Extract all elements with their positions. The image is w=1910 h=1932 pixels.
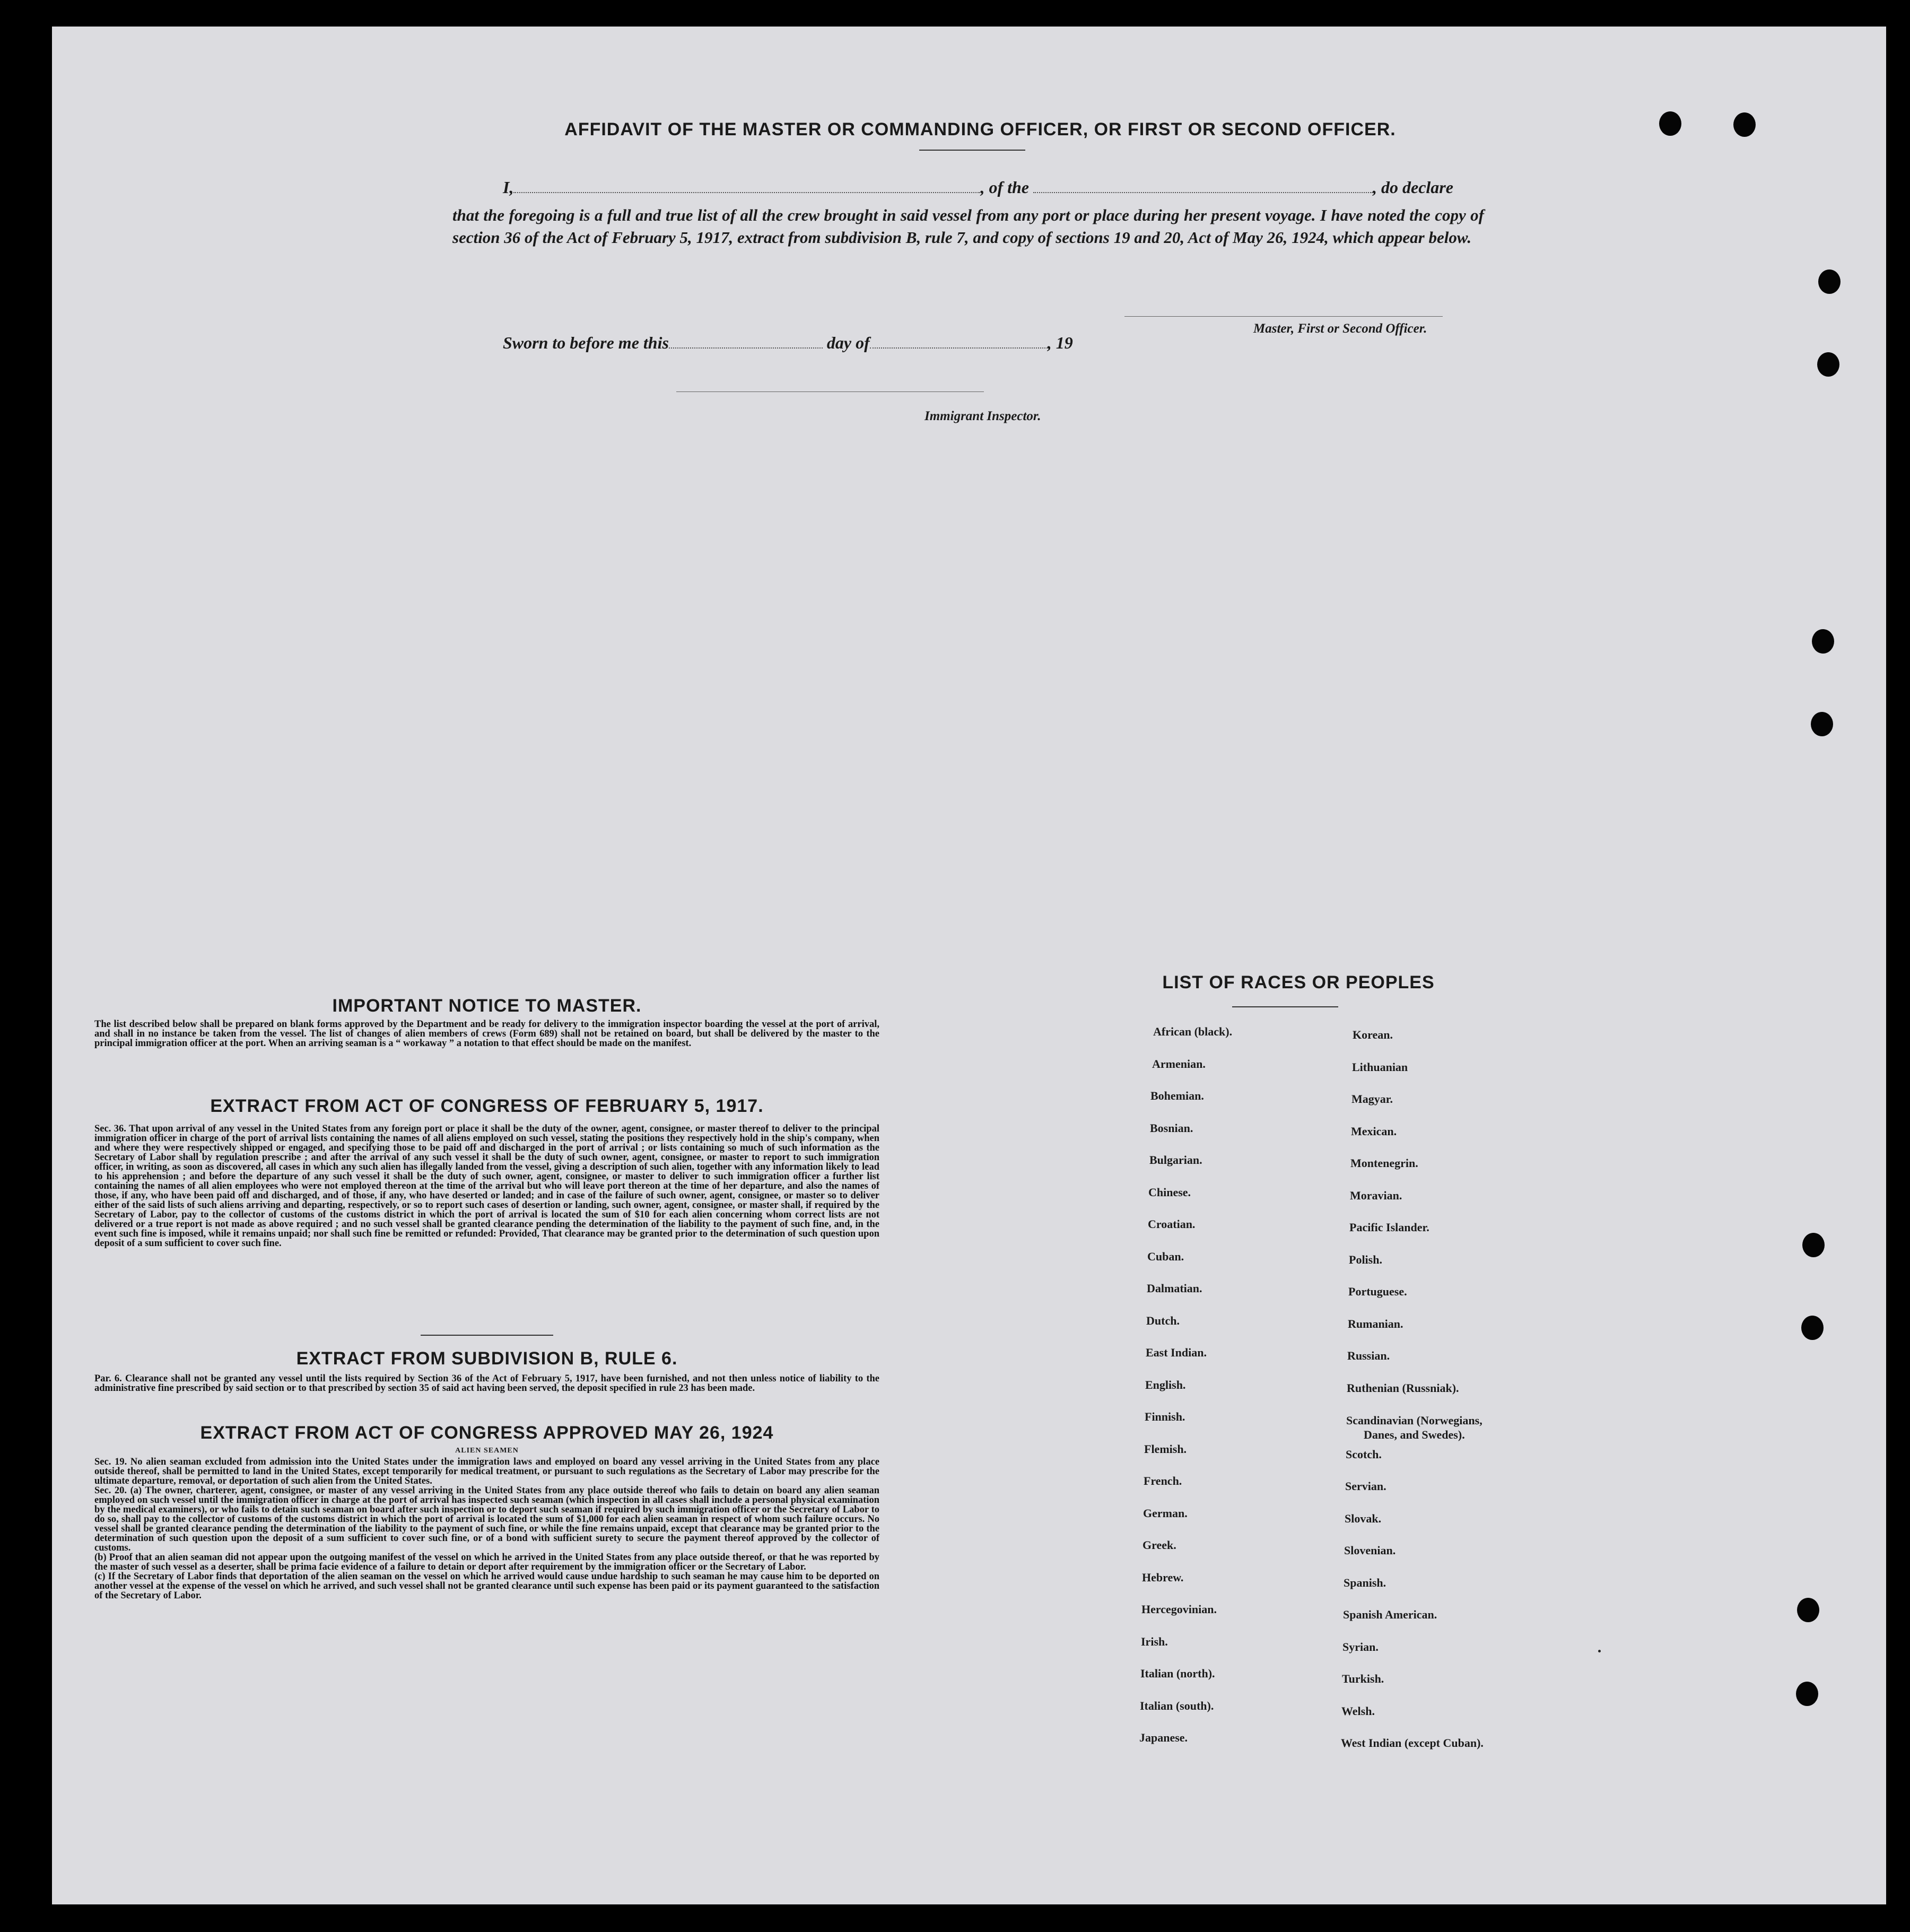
- race-item: Greek.: [1142, 1538, 1176, 1552]
- race-item: German.: [1143, 1507, 1188, 1520]
- race-item: Armenian.: [1152, 1057, 1206, 1071]
- section-19-paragraph: Sec. 19. No alien seaman excluded from admission into the United States under the immigration laws and employed on board any vessel arriving in the United States from any place outside thereof, shall be permitted to land in the United States, except temporarily for medical treatment, or pursuant to such regulations as the Secretary of Labor may prescribe for the ultimate departure, removal, or deportation of such alien from the United States.: [94, 1457, 879, 1486]
- extract-1917-title: EXTRACT FROM ACT OF CONGRESS OF FEBRUARY 5, 1917.: [210, 1096, 764, 1116]
- race-item: Dalmatian.: [1147, 1282, 1202, 1295]
- race-item: Italian (north).: [1140, 1667, 1215, 1680]
- extract-1917-body: Sec. 36. That upon arrival of any vessel in the United States from any foreign port or place it shall be the duty of the owner, agent, consignee, or master thereof to deliver to the principal immigration officer in charge of the port of arrival lists containing the names of all aliens employed on such vessel, stating the positions they respectively hold in the ship's company, when and where they were respectively shipped or engaged, and specifying those to be paid off and discharged in the port of arrival ; or lists containing so much of such information as the Secretary of Labor shall by regulation prescribe ; and after the arrival of any such vessel it shall be the duty of such owner, agent, consignee, or master to report to such immigration officer, in writing, as soon as discovered, all cases in which any such alien has illegally landed from the vessel, giving a description of such alien, together with any information likely to lead to his apprehension ; and before the departure of any such vessel it shall be the duty of such owner, agent, consignee, or master to deliver to such immigration officer a further list containing the names of all alien employees who were not employed thereon at the time of the arrival but who will leave port thereon at the time of her departure, and also the names of those, if any, who have been paid off and discharged, and of those, if any, who have deserted or landed; and in case of the failure of such owner, agent, consignee, or master so to deliver either of the said lists of such aliens arriving and departing, respectively, or so to report such cases of desertion or landing, such owner, agent, consignee, or master shall, if required by the Secretary of Labor, pay to the collector of customs of the customs district in which the port of arrival is located the sum of $10 for each alien concerning whom correct lists are not delivered or a true report is not made as above required ; and no such vessel shall be granted clearance pending the determination of the liability to the payment of such fine, and, in the event such fine is imposed, while it remains unpaid; nor shall such fine be remitted or refunded: Provided, That clearance may be granted prior to the determination of such question upon deposit of a sum sufficient to cover such fine.: [94, 1124, 879, 1249]
- race-item: Slovenian.: [1344, 1544, 1396, 1557]
- extract-1924-title: EXTRACT FROM ACT OF CONGRESS APPROVED MAY 26, 1924: [200, 1423, 774, 1443]
- race-item: Lithuanian: [1352, 1060, 1408, 1074]
- race-item: Magyar.: [1351, 1092, 1393, 1106]
- sworn-suffix: , 19: [1047, 333, 1073, 352]
- race-item: Portuguese.: [1348, 1285, 1407, 1298]
- race-item: Japanese.: [1139, 1731, 1188, 1744]
- affidavit-title: AFFIDAVIT OF THE MASTER OR COMMANDING OFFICER, OR FIRST OR SECOND OFFICER.: [564, 119, 1396, 140]
- race-item: Welsh.: [1341, 1704, 1375, 1718]
- race-item: Korean.: [1353, 1028, 1393, 1041]
- inspector-label: Immigrant Inspector.: [925, 409, 1041, 423]
- race-item: Bohemian.: [1150, 1089, 1204, 1102]
- declaration-prefix: I,: [503, 178, 514, 197]
- race-item: Polish.: [1349, 1253, 1382, 1266]
- race-item: Irish.: [1141, 1635, 1168, 1648]
- race-item: Pacific Islander.: [1349, 1221, 1429, 1234]
- race-item: Moravian.: [1350, 1189, 1402, 1202]
- race-item: Spanish American.: [1343, 1608, 1437, 1621]
- signature-label: Master, First or Second Officer.: [1253, 321, 1427, 336]
- section-20c-paragraph: (c) If the Secretary of Labor finds that deportation of the alien seaman on the vessel on which he arrived would cause undue hardship to such seaman he may cause him to be deported on another vessel at the expense of the vessel on which he arrived, and such vessel shall not be granted clearance until such expense has been paid or its payment guaranteed to the satisfaction of the Secretary of Labor.: [94, 1571, 879, 1601]
- race-item: Spanish.: [1344, 1576, 1386, 1589]
- race-item: English.: [1145, 1378, 1186, 1391]
- sworn-prefix: Sworn to before me this: [503, 333, 669, 352]
- race-item: Hercegovinian.: [1141, 1603, 1217, 1616]
- race-item: Ruthenian (Russniak).: [1347, 1381, 1459, 1395]
- races-title: LIST OF RACES OR PEOPLES: [1162, 972, 1435, 993]
- races-list: [52, 27, 1886, 1904]
- section-20a-paragraph: Sec. 20. (a) The owner, charterer, agent, consignee, or master of any vessel arriving in the United States from any place outside thereof who fails to detain on board any alien seaman employed on such vessel until the immigration officer in charge at the port of arrival has inspected such seaman (which inspection in all cases shall include a personal physical examination by the medical examiners), or who fails to detain such seaman on board after such inspection or to deport such seaman if required by such immigration officer or the Secretary of Labor to do so, shall pay to the collector of customs of the customs district in which the port of arrival is located the sum of $1,000 for each alien seaman in respect of whom such failure occurs. No vessel shall be granted clearance pending the determination of the liability to the payment of such fine, or while the fine remains unpaid, except that clearance may be granted prior to the determination of such question upon the deposit of a sum sufficient to cover such fine, or of a bond with sufficient surety to secure the payment thereof approved by the collector of customs.: [94, 1485, 879, 1553]
- race-item: Scotch.: [1346, 1448, 1382, 1461]
- race-item: African (black).: [1153, 1025, 1233, 1038]
- race-item: French.: [1144, 1474, 1182, 1487]
- race-item: Dutch.: [1146, 1314, 1180, 1327]
- race-item: Servian.: [1345, 1480, 1386, 1493]
- race-item: Mexican.: [1351, 1125, 1397, 1138]
- race-item: Flemish.: [1144, 1442, 1187, 1456]
- race-item: Italian (south).: [1140, 1699, 1214, 1712]
- declaration-body: that the foregoing is a full and true list of all the crew brought in said vessel from any port or place during her present voyage. I have noted the copy of section 36 of the Act of February 5, 1917, extract from subdivision B, rule 7, and copy of sections 19 and 20, Act of May 26, 1924, which appear below.: [452, 206, 1484, 247]
- race-item: Syrian.: [1342, 1640, 1379, 1653]
- race-item: Chinese.: [1148, 1186, 1191, 1199]
- declaration-suffix: , do declare: [1373, 178, 1453, 197]
- section-20b-paragraph: (b) Proof that an alien seaman did not appear upon the outgoing manifest of the vessel on which he arrived in the United States from any place outside thereof, or that he was reported by the master of such vessel as a deserter, shall be prima facie evidence of a failure to detain or deport after requirement by the immigration officer or the Secretary of Labor.: [94, 1552, 879, 1572]
- form-page: [52, 27, 1886, 1904]
- race-item: Croatian.: [1148, 1217, 1196, 1231]
- declaration-mid: , of the: [980, 178, 1029, 197]
- race-item: Montenegrin.: [1350, 1156, 1418, 1170]
- race-item: Finnish.: [1145, 1410, 1185, 1423]
- race-item: Russian.: [1347, 1349, 1390, 1362]
- race-item: East Indian.: [1146, 1346, 1207, 1359]
- race-item: West Indian (except Cuban).: [1341, 1736, 1484, 1750]
- race-item: Bulgarian.: [1149, 1153, 1202, 1167]
- race-item: Rumanian.: [1348, 1317, 1403, 1330]
- race-item: Scandinavian (Norwegians, Danes, and Swedes).: [1346, 1414, 1482, 1441]
- race-item: Hebrew.: [1142, 1571, 1184, 1584]
- extract-rule6-title: EXTRACT FROM SUBDIVISION B, RULE 6.: [296, 1348, 678, 1369]
- race-item: Cuban.: [1147, 1250, 1184, 1263]
- race-item: Slovak.: [1345, 1512, 1382, 1525]
- alien-seamen-subtitle: ALIEN SEAMEN: [455, 1447, 519, 1455]
- race-item: Turkish.: [1342, 1672, 1384, 1685]
- sworn-mid: day of: [826, 333, 870, 352]
- notice-body: The list described below shall be prepared on blank forms approved by the Department and be ready for delivery to the immigration inspector boarding the vessel at the port of arrival, and shall in no instance be taken from the vessel. The list of changes of alien members of crews (Form 689) shall not be retained on board, but shall be delivered by the master to the principal immigration officer at the port. When an arriving seaman is a “ workaway ” a notation to that effect should be made on the manifest.: [94, 1019, 879, 1049]
- race-item: Bosnian.: [1150, 1121, 1193, 1135]
- notice-title: IMPORTANT NOTICE TO MASTER.: [332, 996, 642, 1016]
- extract-rule6-body: Par. 6. Clearance shall not be granted any vessel until the lists required by Section 36 of the Act of February 5, 1917, have been furnished, and not then unless notice of liability to the administrative fine prescribed by said section or to that prescribed by section 35 of said act having been served, the deposit specified in rule 23 has been made.: [94, 1373, 879, 1394]
